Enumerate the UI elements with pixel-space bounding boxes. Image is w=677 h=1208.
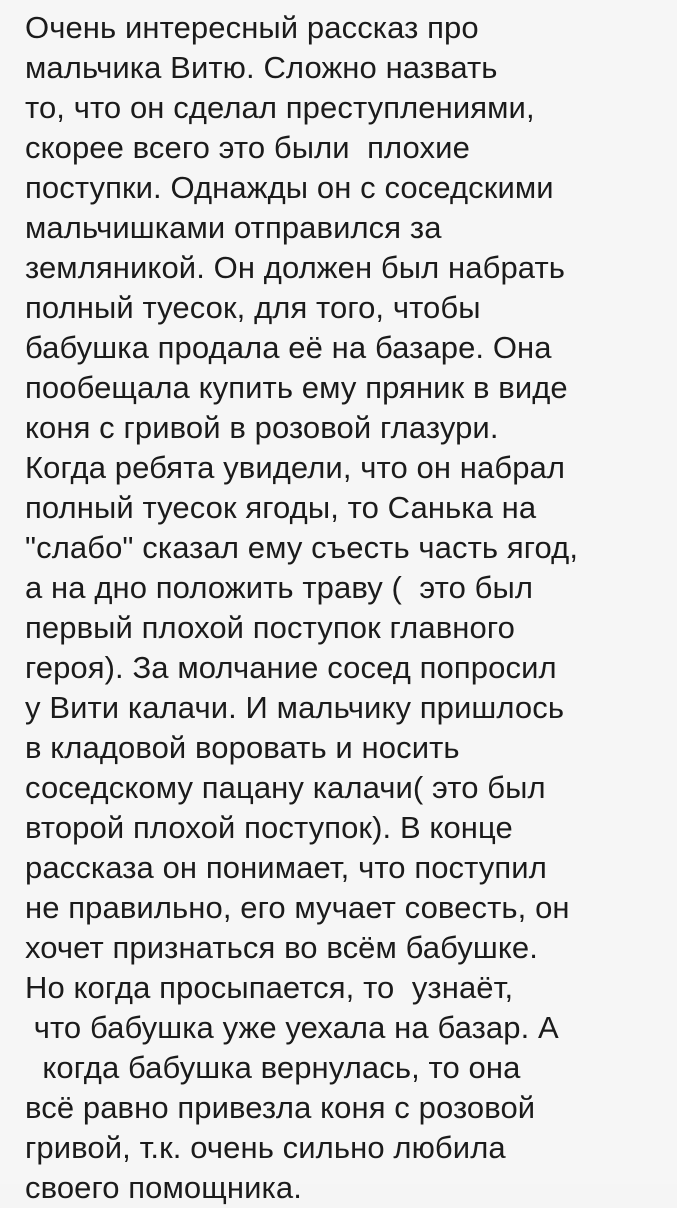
- text-line-2: мальчика Витю. Сложно назвать: [25, 50, 498, 85]
- text-line-28: всё равно привезла коня с розовой: [25, 1090, 536, 1125]
- text-line-18: у Вити калачи. И мальчику пришлось: [25, 690, 565, 725]
- text-line-30: своего помощника.: [25, 1170, 302, 1205]
- text-line-11: коня с гривой в розовой глазури.: [25, 410, 499, 445]
- text-line-29: гривой, т.к. очень сильно любила: [25, 1130, 506, 1165]
- text-line-10: пообещала купить ему пряник в виде: [25, 370, 568, 405]
- text-line-17: героя). За молчание сосед попросил: [25, 650, 557, 685]
- text-line-6: мальчишками отправился за: [25, 210, 442, 245]
- text-line-3: то, что он сделал преступлениями,: [25, 90, 535, 125]
- text-line-4: скорее всего это были плохие: [25, 130, 470, 165]
- text-line-5: поступки. Однажды он с соседскими: [25, 170, 554, 205]
- text-line-12: Когда ребята увидели, что он набрал: [25, 450, 566, 485]
- text-line-13: полный туесок ягоды, то Санька на: [25, 490, 537, 525]
- text-line-21: второй плохой поступок). В конце: [25, 810, 513, 845]
- text-line-19: в кладовой воровать и носить: [25, 730, 460, 765]
- text-line-9: бабушка продала её на базаре. Она: [25, 330, 552, 365]
- text-line-15: а на дно положить траву ( это был: [25, 570, 534, 605]
- text-line-24: хочет признаться во всём бабушке.: [25, 930, 538, 965]
- text-line-23: не правильно, его мучает совесть, он: [25, 890, 570, 925]
- text-line-26: что бабушка уже уехала на базар. А: [25, 1010, 559, 1045]
- text-line-25: Но когда просыпается, то узнаёт,: [25, 970, 514, 1005]
- text-line-1: Очень интересный рассказ про: [25, 10, 479, 45]
- text-line-7: земляникой. Он должен был набрать: [25, 250, 566, 285]
- text-line-20: соседскому пацану калачи( это был: [25, 770, 546, 805]
- text-line-14: "слабо" сказал ему съесть часть ягод,: [25, 530, 579, 565]
- text-line-16: первый плохой поступок главного: [25, 610, 515, 645]
- text-line-27: когда бабушка вернулась, то она: [25, 1050, 521, 1085]
- text-line-22: рассказа он понимает, что поступил: [25, 850, 547, 885]
- story-text: [25, 8, 677, 1208]
- text-line-8: полный туесок, для того, чтобы: [25, 290, 481, 325]
